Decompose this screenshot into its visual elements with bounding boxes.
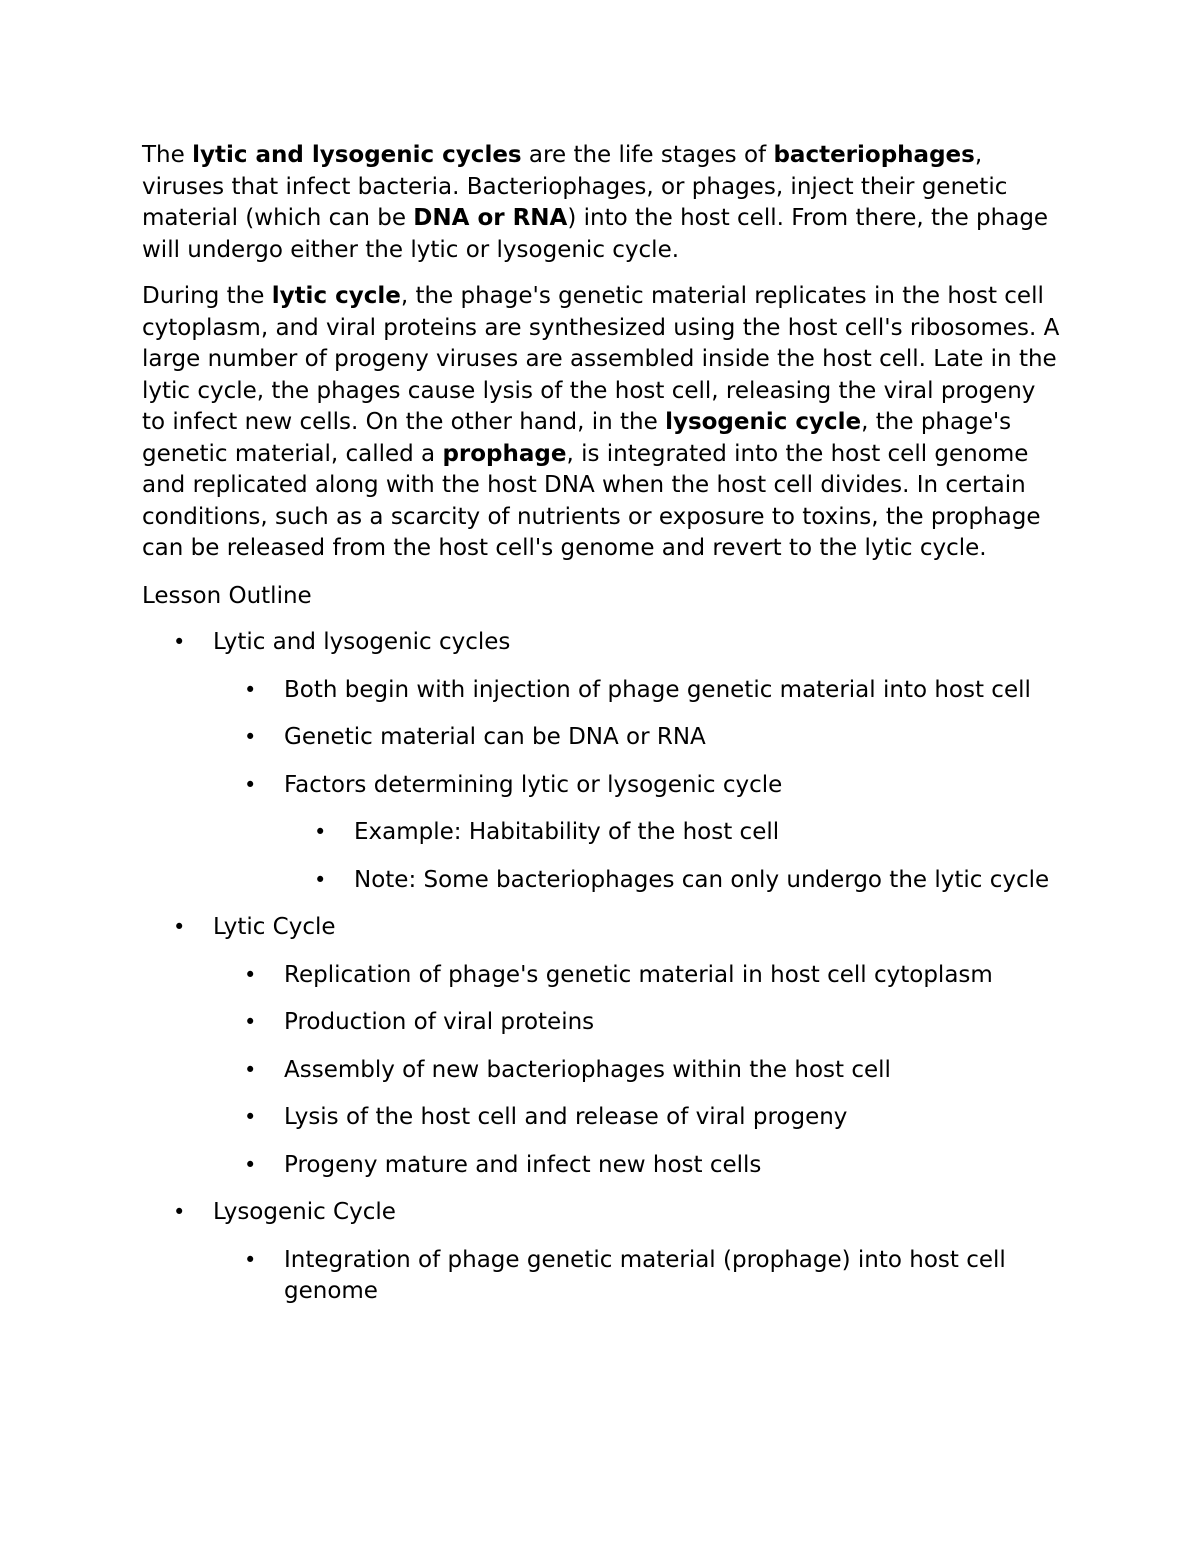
text-run: , viruses that infect bacteria. Bacteriophages, or phages, inject their genetic material (which can be: [142, 142, 1008, 231]
bullet-icon: •: [314, 867, 327, 892]
text-run: , the phage's genetic material replicates in the host cell cytoplasm, and viral proteins are synthesized using the host cell's ribosomes. A large number of progeny viruses are assembled inside the host cell. Late in the lytic cycle, the phages cause lysis of the host cell, releasing the viral progeny to infect new cells. On the other hand, in the: [142, 283, 1060, 435]
outline-item-text: Example: Habitability of the host cell: [354, 819, 780, 845]
outline-item: [142, 1007, 1062, 1039]
outline-item-text: Note: Some bacteriophages can only undergo the lytic cycle: [354, 866, 1050, 893]
outline-item-text: Both begin with injection of phage genetic material into host cell: [284, 676, 1031, 703]
text-run: ) into the host cell. From there, the phage will undergo either the lytic or lysogenic cycle.: [142, 205, 1049, 263]
bullet-icon: •: [244, 962, 257, 987]
outline-item: [142, 1245, 1062, 1308]
outline-item-text: Genetic material can be DNA or RNA: [284, 724, 706, 750]
outline-item: [142, 1055, 1062, 1087]
bullet-icon: •: [173, 915, 186, 939]
outline-item: [142, 1102, 1062, 1134]
outline-item-text: Lytic and lysogenic cycles: [213, 629, 511, 655]
bullet-icon: •: [173, 630, 186, 654]
outline-item-text: Integration of phage genetic material (prophage) into host cell genome: [284, 1246, 1006, 1304]
intro-paragraph: [142, 140, 1062, 266]
outline-item: [142, 912, 1062, 944]
bold-term: lysogenic cycle: [665, 409, 862, 435]
outline-item: [142, 865, 1062, 897]
outline-item-text: Replication of phage's genetic material in host cell cytoplasm: [284, 961, 993, 988]
text-run: , is integrated into the host cell genome and replicated along with the host DNA when the host cell divides. In certain conditions, such as a scarcity of nutrients or exposure to toxins, the prophage can be released from the host cell's genome and revert to the lytic cycle.: [142, 440, 1041, 561]
text-run: The: [142, 142, 193, 168]
bullet-icon: •: [244, 1010, 257, 1034]
bold-term: lytic cycle: [271, 283, 401, 309]
outline-item-text: Progeny mature and infect new host cells: [284, 1151, 762, 1178]
outline-item-text: Production of viral proteins: [284, 1009, 595, 1035]
document-body: [142, 140, 1062, 1324]
outline-item-text: Factors determining lytic or lysogenic cycle: [284, 771, 783, 798]
text-run: , the phage's genetic material, called a: [142, 409, 1012, 467]
bullet-icon: •: [244, 1057, 257, 1082]
outline-item: [142, 1150, 1062, 1182]
cycles-paragraph: [142, 281, 1062, 565]
bullet-icon: •: [244, 1105, 257, 1129]
outline-item: [142, 960, 1062, 992]
bold-term: DNA or RNA: [413, 205, 568, 231]
bullet-icon: •: [244, 1247, 257, 1272]
outline-item: [142, 722, 1062, 754]
outline-item-text: Lysis of the host cell and release of viral progeny: [284, 1104, 848, 1130]
bold-term: lytic and lysogenic cycles: [192, 142, 522, 168]
lesson-outline-list: [142, 627, 1062, 1308]
outline-item: [142, 675, 1062, 707]
outline-item-text: Lysogenic Cycle: [213, 1199, 396, 1225]
outline-item: [142, 817, 1062, 849]
outline-item: [142, 627, 1062, 659]
outline-item-text: Lytic Cycle: [213, 914, 336, 940]
bullet-icon: •: [244, 725, 257, 749]
outline-item: [142, 1197, 1062, 1229]
bold-term: prophage: [442, 440, 567, 467]
text-run: are the life stages of: [521, 142, 774, 168]
bullet-icon: •: [244, 772, 257, 797]
bold-term: bacteriophages: [773, 142, 975, 168]
outline-item-text: Assembly of new bacteriophages within the host cell: [284, 1056, 891, 1083]
outline-item: [142, 770, 1062, 802]
outline-title: Lesson Outline: [142, 582, 312, 609]
bullet-icon: •: [244, 677, 257, 702]
bullet-icon: •: [244, 1152, 257, 1177]
bullet-icon: •: [314, 820, 327, 844]
text-run: During the: [142, 283, 272, 309]
bullet-icon: •: [173, 1200, 186, 1224]
